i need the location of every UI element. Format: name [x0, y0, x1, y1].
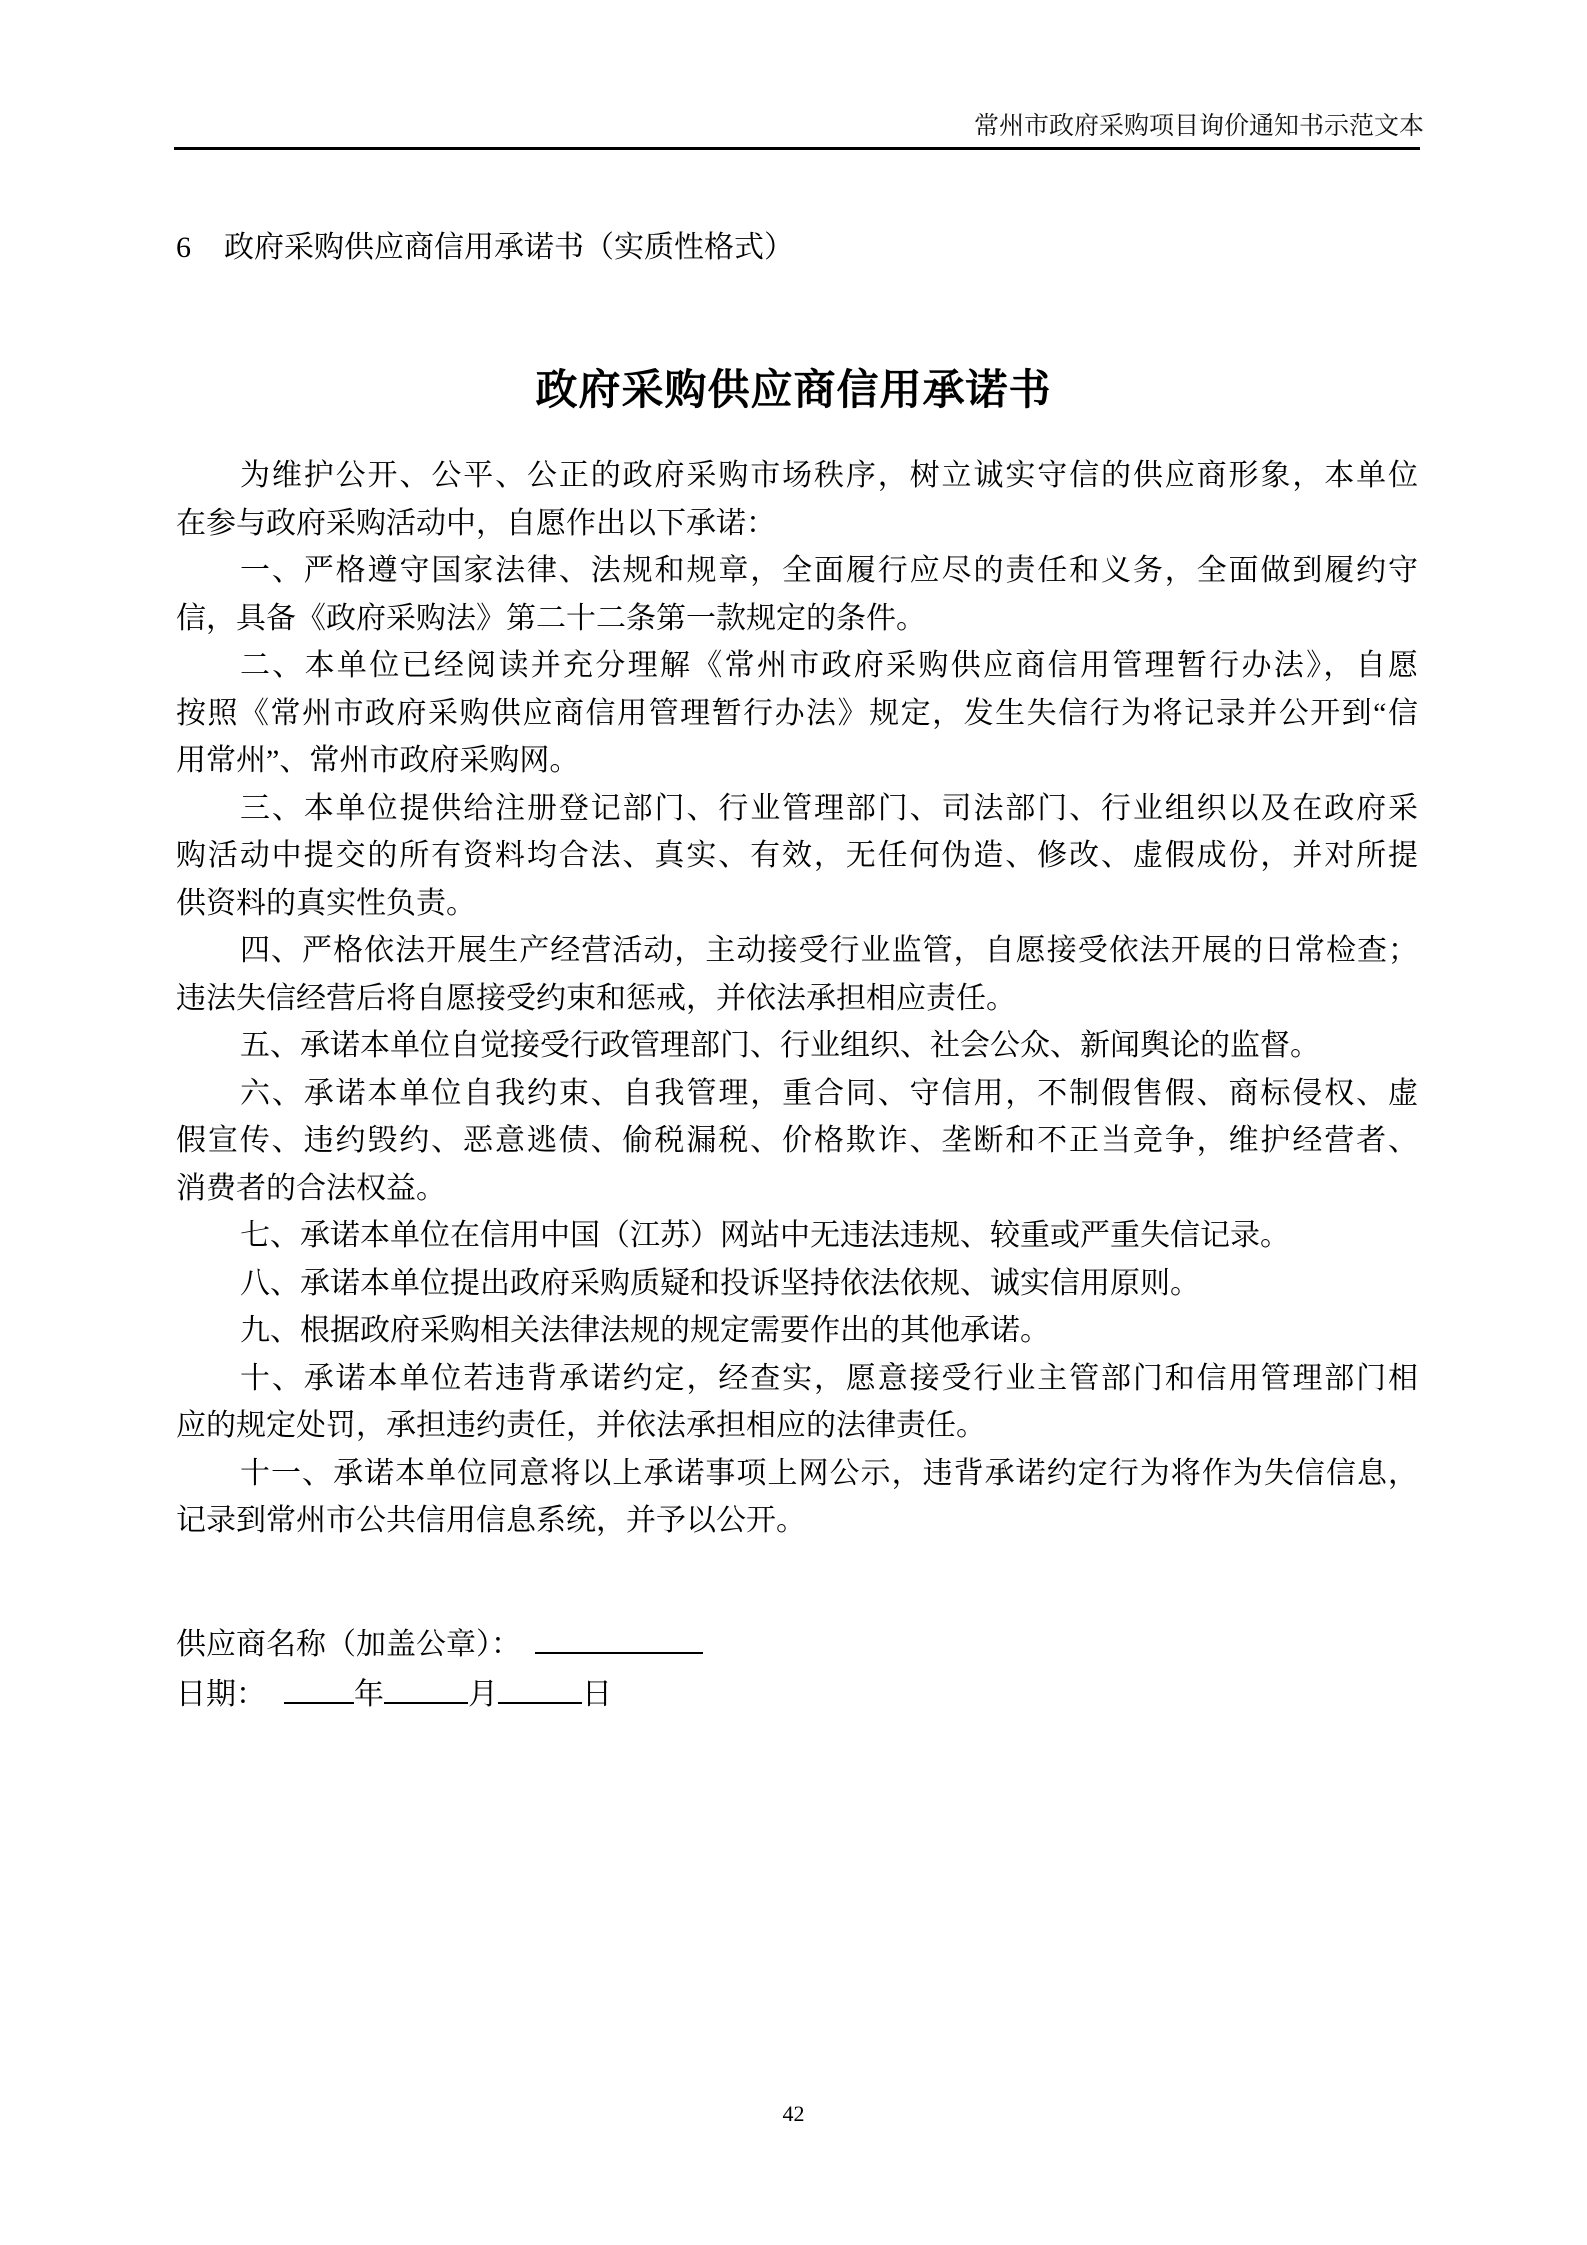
supplier-name-field[interactable]: [535, 1622, 703, 1654]
body-line: 四、严格依法开展生产经营活动，主动接受行业监管，自愿接受依法开展的日常检查；: [240, 934, 1418, 967]
body-line: 消费者的合法权益。: [176, 1171, 446, 1205]
body-line: 记录到常州市公共信用信息系统，并予以公开。: [176, 1504, 806, 1537]
body-line: 按照《常州市政府采购供应商信用管理暂行办法》规定，发生失信行为将记录并公开到“信: [176, 696, 1418, 730]
body-line: 在参与政府采购活动中，自愿作出以下承诺：: [176, 506, 776, 540]
body-line: 供资料的真实性负责。: [176, 886, 476, 920]
body-line: 一、严格遵守国家法律、法规和规章，全面履行应尽的责任和义务，全面做到履约守: [240, 554, 1418, 587]
body-line: 三、本单位提供给注册登记部门、行业管理部门、司法部门、行业组织以及在政府采: [240, 791, 1418, 825]
running-header: 常州市政府采购项目询价通知书示范文本: [973, 113, 1424, 140]
body-line: 二、本单位已经阅读并充分理解《常州市政府采购供应商信用管理暂行办法》，自愿: [240, 649, 1418, 682]
body-line: 为维护公开、公平、公正的政府采购市场秩序，树立诚实守信的供应商形象，本单位: [240, 459, 1418, 492]
header-rule: [174, 147, 1420, 150]
document-title: 政府采购供应商信用承诺书: [535, 365, 1052, 414]
body-line: 十一、承诺本单位同意将以上承诺事项上网公示，违背承诺约定行为将作为失信信息，: [240, 1456, 1418, 1490]
body-line: 违法失信经营后将自愿接受约束和惩戒，并依法承担相应责任。: [176, 981, 1016, 1015]
body-line: 七、承诺本单位在信用中国（江苏）网站中无违法违规、较重或严重失信记录。: [240, 1219, 1290, 1252]
section-heading: [176, 230, 794, 266]
date-row: [176, 1672, 612, 1713]
page-number: 42: [782, 2101, 805, 2126]
body-line: 五、承诺本单位自觉接受行政管理部门、行业组织、社会公众、新闻舆论的监督。: [240, 1029, 1320, 1062]
body-line: 八、承诺本单位提出政府采购质疑和投诉坚持依法依规、诚实信用原则。: [240, 1266, 1200, 1300]
body-line: 应的规定处罚，承担违约责任，并依法承担相应的法律责任。: [176, 1409, 986, 1442]
month-field[interactable]: [384, 1672, 468, 1704]
year-field[interactable]: [284, 1672, 354, 1704]
body-line: 信，具备《政府采购法》第二十二条第一款规定的条件。: [176, 601, 926, 635]
body-line: 九、根据政府采购相关法律法规的规定需要作出的其他承诺。: [240, 1314, 1050, 1347]
day-field[interactable]: [498, 1672, 582, 1704]
supplier-name-row: [176, 1622, 703, 1663]
month-label: 月: [468, 1678, 498, 1711]
body-line: 假宣传、违约毁约、恶意逃债、偷税漏税、价格欺诈、垄断和不正当竞争，维护经营者、: [176, 1124, 1418, 1157]
body-line: 用常州”、常州市政府采购网。: [176, 744, 580, 777]
body-line: 六、承诺本单位自我约束、自我管理，重合同、守信用，不制假售假、商标侵权、虚: [240, 1076, 1418, 1110]
section-number: 6: [176, 231, 191, 264]
body-line: 购活动中提交的所有资料均合法、真实、有效，无任何伪造、修改、虚假成份，并对所提: [176, 839, 1418, 872]
section-heading-text: 政府采购供应商信用承诺书（实质性格式）: [224, 231, 794, 264]
body-line: 十、承诺本单位若违背承诺约定，经查实，愿意接受行业主管部门和信用管理部门相: [240, 1361, 1418, 1395]
date-label: 日期：: [176, 1678, 266, 1711]
day-label: 日: [582, 1678, 612, 1711]
year-label: 年: [354, 1678, 384, 1711]
supplier-name-label: 供应商名称（加盖公章）：: [176, 1628, 521, 1661]
